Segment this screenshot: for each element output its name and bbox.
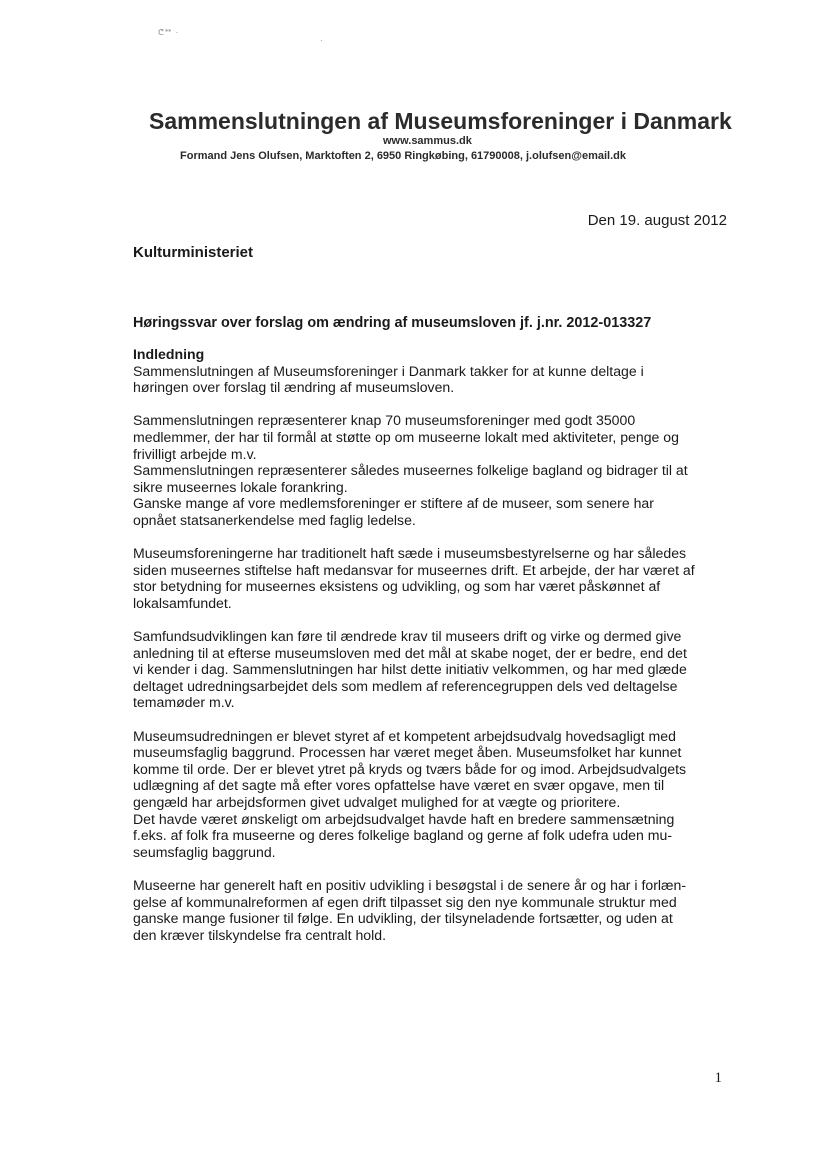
organization-title: Sammenslutningen af Museumsforeninger i Danmark [149,108,732,134]
body-line: siden museernes stiftelse haft medansvar for museernes drift. Et arbejde, der har været af [133,561,695,578]
body-line: Sammenslutningen af Museumsforeninger i Danmark takker for at kunne deltage i [133,362,644,379]
body-line: sikre museernes lokale forankring. [133,478,348,495]
body-line: Det havde været ønskeligt om arbejdsudvalget havde haft en bredere sammensætning [133,810,675,827]
body-line: Sammenslutningen repræsenterer således museernes folkelige bagland og bidrager til at [133,462,688,479]
paragraph-representation [133,412,723,528]
body-line: seumsfaglig baggrund. [133,843,276,860]
section-heading: Indledning [133,346,205,362]
body-line: gelse af kommunalreformen af egen drift tilpasset sig den nye kommunale struktur med [133,893,677,910]
body-line: Ganske mange af vore medlemsforeninger er stiftere af de museer, som senere har [133,495,654,512]
body-line: Museumsforeningerne har traditionelt haft sæde i museumsbestyrelserne og har således [133,545,687,562]
body-line: temamøder m.v. [133,694,235,711]
scan-mark: ᕦᕯ · [158,28,180,37]
body-line: vi kender i dag. Sammenslutningen har hilst dette initiativ velkommen, og har med glæde [133,661,687,678]
letter-date: Den 19. august 2012 [587,212,727,229]
body-line: høringen over forslag til ændring af museumsloven. [133,379,455,396]
letter-body [133,346,723,943]
website-link: www.sammus.dk [383,135,472,147]
recipient: Kulturministeriet [133,244,254,261]
body-line: lokalsamfundet. [133,594,232,611]
paragraph-investigation [133,728,723,861]
body-line: anledning til at efterse museumsloven med det mål at skabe noget, der er bedre, end det [133,644,687,661]
body-line: Sammenslutningen repræsenterer knap 70 museumsforeninger med godt 35000 [133,412,636,429]
body-line: deltaget udredningsarbejdet dels som medlem af referencegruppen dels ved deltagelse [133,677,678,694]
paragraph-boards [133,545,723,611]
scan-mark: · [320,36,324,45]
body-line: gengæld har arbejdsformen givet udvalget mulighed for at vægte og prioritere. [133,794,621,811]
section-intro [133,346,723,396]
body-line: museumsfaglig baggrund. Processen har været meget åben. Museumsfolket har kunnet [133,744,682,761]
body-line: Museumsudredningen er blevet styret af et kompetent arbejdsudvalg hovedsagligt med [133,727,676,744]
paragraph-development [133,628,723,711]
body-line: Samfundsudviklingen kan føre til ændrede krav til museers drift og virke og dermed give [133,628,682,645]
body-line: stor betydning for museernes eksistens og udvikling, og som har været påskønnet af [133,578,661,595]
contact-line: Formand Jens Olufsen, Marktoften 2, 6950 Ringkøbing, 61790008, j.olufsen@email.dk [180,150,626,162]
body-line: Museerne har generelt haft en positiv udvikling i besøgstal i de senere år og har i forlæn- [133,877,687,893]
body-line: f.eks. af folk fra museerne og deres folkelige bagland og gerne af folk udefra uden mu- [133,827,673,844]
body-line: opnået statsanerkendelse med faglig ledelse. [133,511,416,528]
body-line: frivilligt arbejde m.v. [133,445,257,462]
body-line: den kræver tilskyndelse fra centralt hold. [133,926,387,943]
paragraph-visitors [133,877,723,943]
body-line: ganske mange fusioner til følge. En udvikling, der tilsyneladende fortsætter, og uden at [133,910,673,927]
body-line: medlemmer, der har til formål at støtte op om museerne lokalt med aktiviteter, penge og [133,428,679,445]
subject-line: Høringssvar over forslag om ændring af museumsloven jf. j.nr. 2012-013327 [133,315,652,331]
page-number: 1 [714,1070,722,1086]
body-line: udlægning af det sagte må efter vores opfattelse have været en svær opgave, men til [133,777,665,794]
body-line: komme til orde. Der er blevet ytret på kryds og tværs både for og imod. Arbejdsudvalgets [133,760,687,777]
